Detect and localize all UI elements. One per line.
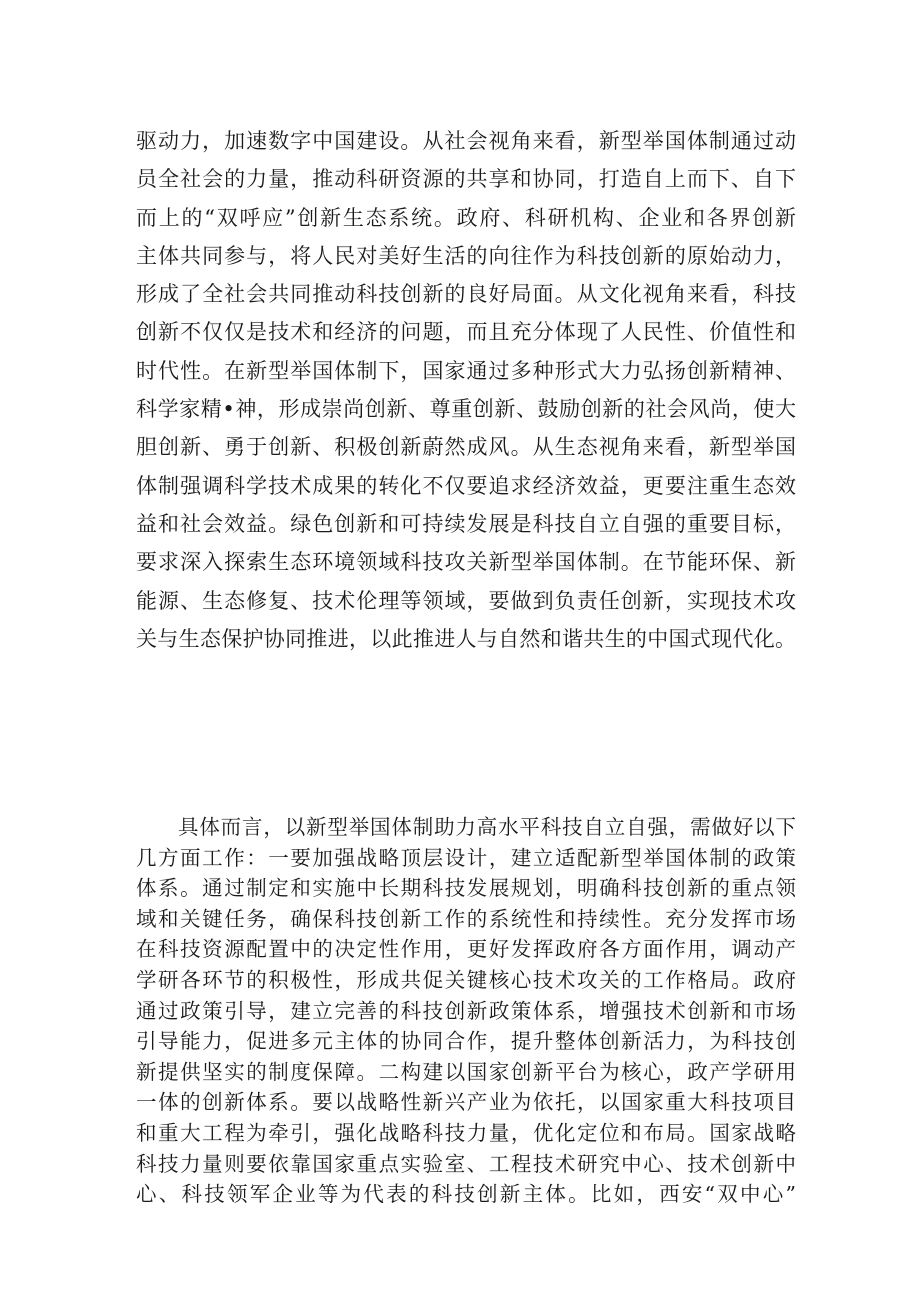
paragraph-2-line: 心、科技领军企业等为代表的科技创新主体。比如，西安“双中心” <box>136 1182 796 1207</box>
paragraph-1-line: 能源、生态修复、技术伦理等领域，要做到负责任创新，实现技术攻 <box>136 588 796 613</box>
paragraph-2-line: 一体的创新体系。要以战略性新兴产业为依托，以国家重大科技项目 <box>136 1090 796 1115</box>
paragraph-2-line: 科技力量则要依靠国家重点实验室、工程技术研究中心、技术创新中 <box>136 1151 796 1176</box>
paragraph-1-line: 科学家精•神，形成崇尚创新、尊重创新、鼓励创新的社会风尚，使大 <box>136 397 796 422</box>
paragraph-1-line: 要求深入探索生态环境领域科技攻关新型举国体制。在节能环保、新 <box>136 550 796 575</box>
paragraph-2-line: 和重大工程为牵引，强化战略科技力量，优化定位和布局。国家战略 <box>136 1120 796 1145</box>
paragraph-1-line: 员全社会的力量，推动科研资源的共享和协同，打造自上而下、自下 <box>136 167 796 192</box>
paragraph-2-line: 引导能力，促进多元主体的协同合作，提升整体创新活力，为科技创 <box>136 1029 796 1054</box>
paragraph-1-line: 时代性。在新型举国体制下，国家通过多种形式大力弘扬创新精神、 <box>136 358 796 383</box>
paragraph-1-line: 关与生态保护协同推进，以此推进人与自然和谐共生的中国式现代化。 <box>136 626 796 651</box>
paragraph-2-line: 在科技资源配置中的决定性作用，更好发挥政府各方面作用，调动产 <box>136 937 796 962</box>
paragraph-2-line: 新提供坚实的制度保障。二构建以国家创新平台为核心，政产学研用 <box>136 1059 796 1084</box>
paragraph-2 <box>136 812 796 1210</box>
paragraph-2-line: 学研各环节的积极性，形成共促关键核心技术攻关的工作格局。政府 <box>136 967 796 992</box>
paragraph-2-line: 几方面工作：一要加强战略顶层设计，建立适配新型举国体制的政策 <box>136 845 796 870</box>
paragraph-1-line: 体制强调科学技术成果的转化不仅要追求经济效益，更要注重生态效 <box>136 473 796 498</box>
paragraph-2-line: 体系。通过制定和实施中长期科技发展规划，明确科技创新的重点领 <box>136 876 796 901</box>
paragraph-1-line: 驱动力，加速数字中国建设。从社会视角来看，新型举国体制通过动 <box>136 129 796 153</box>
paragraph-1-line: 胆创新、勇于创新、积极创新蔚然成风。从生态视角来看，新型举国 <box>136 435 796 460</box>
paragraph-1-line: 而上的“双呼应”创新生态系统。政府、科研机构、企业和各界创新 <box>136 205 796 230</box>
paragraph-1-line: 主体共同参与，将人民对美好生活的向往作为科技创新的原始动力， <box>136 243 796 268</box>
paragraph-1-line: 形成了全社会共同推动科技创新的良好局面。从文化视角来看，科技 <box>136 282 796 307</box>
paragraph-1-line: 益和社会效益。绿色创新和可持续发展是科技自立自强的重要目标， <box>136 511 796 536</box>
paragraph-2-line: 通过政策引导，建立完善的科技创新政策体系，增强技术创新和市场 <box>136 998 796 1023</box>
paragraph-2-line: 域和关键任务，确保科技创新工作的系统性和持续性。充分发挥市场 <box>136 906 796 931</box>
paragraph-2-line: 具体而言，以新型举国体制助力高水平科技自立自强，需做好以下 <box>178 815 796 839</box>
paragraph-1 <box>136 122 796 658</box>
paragraph-1-line: 创新不仅仅是技术和经济的问题，而且充分体现了人民性、价值性和 <box>136 320 796 345</box>
